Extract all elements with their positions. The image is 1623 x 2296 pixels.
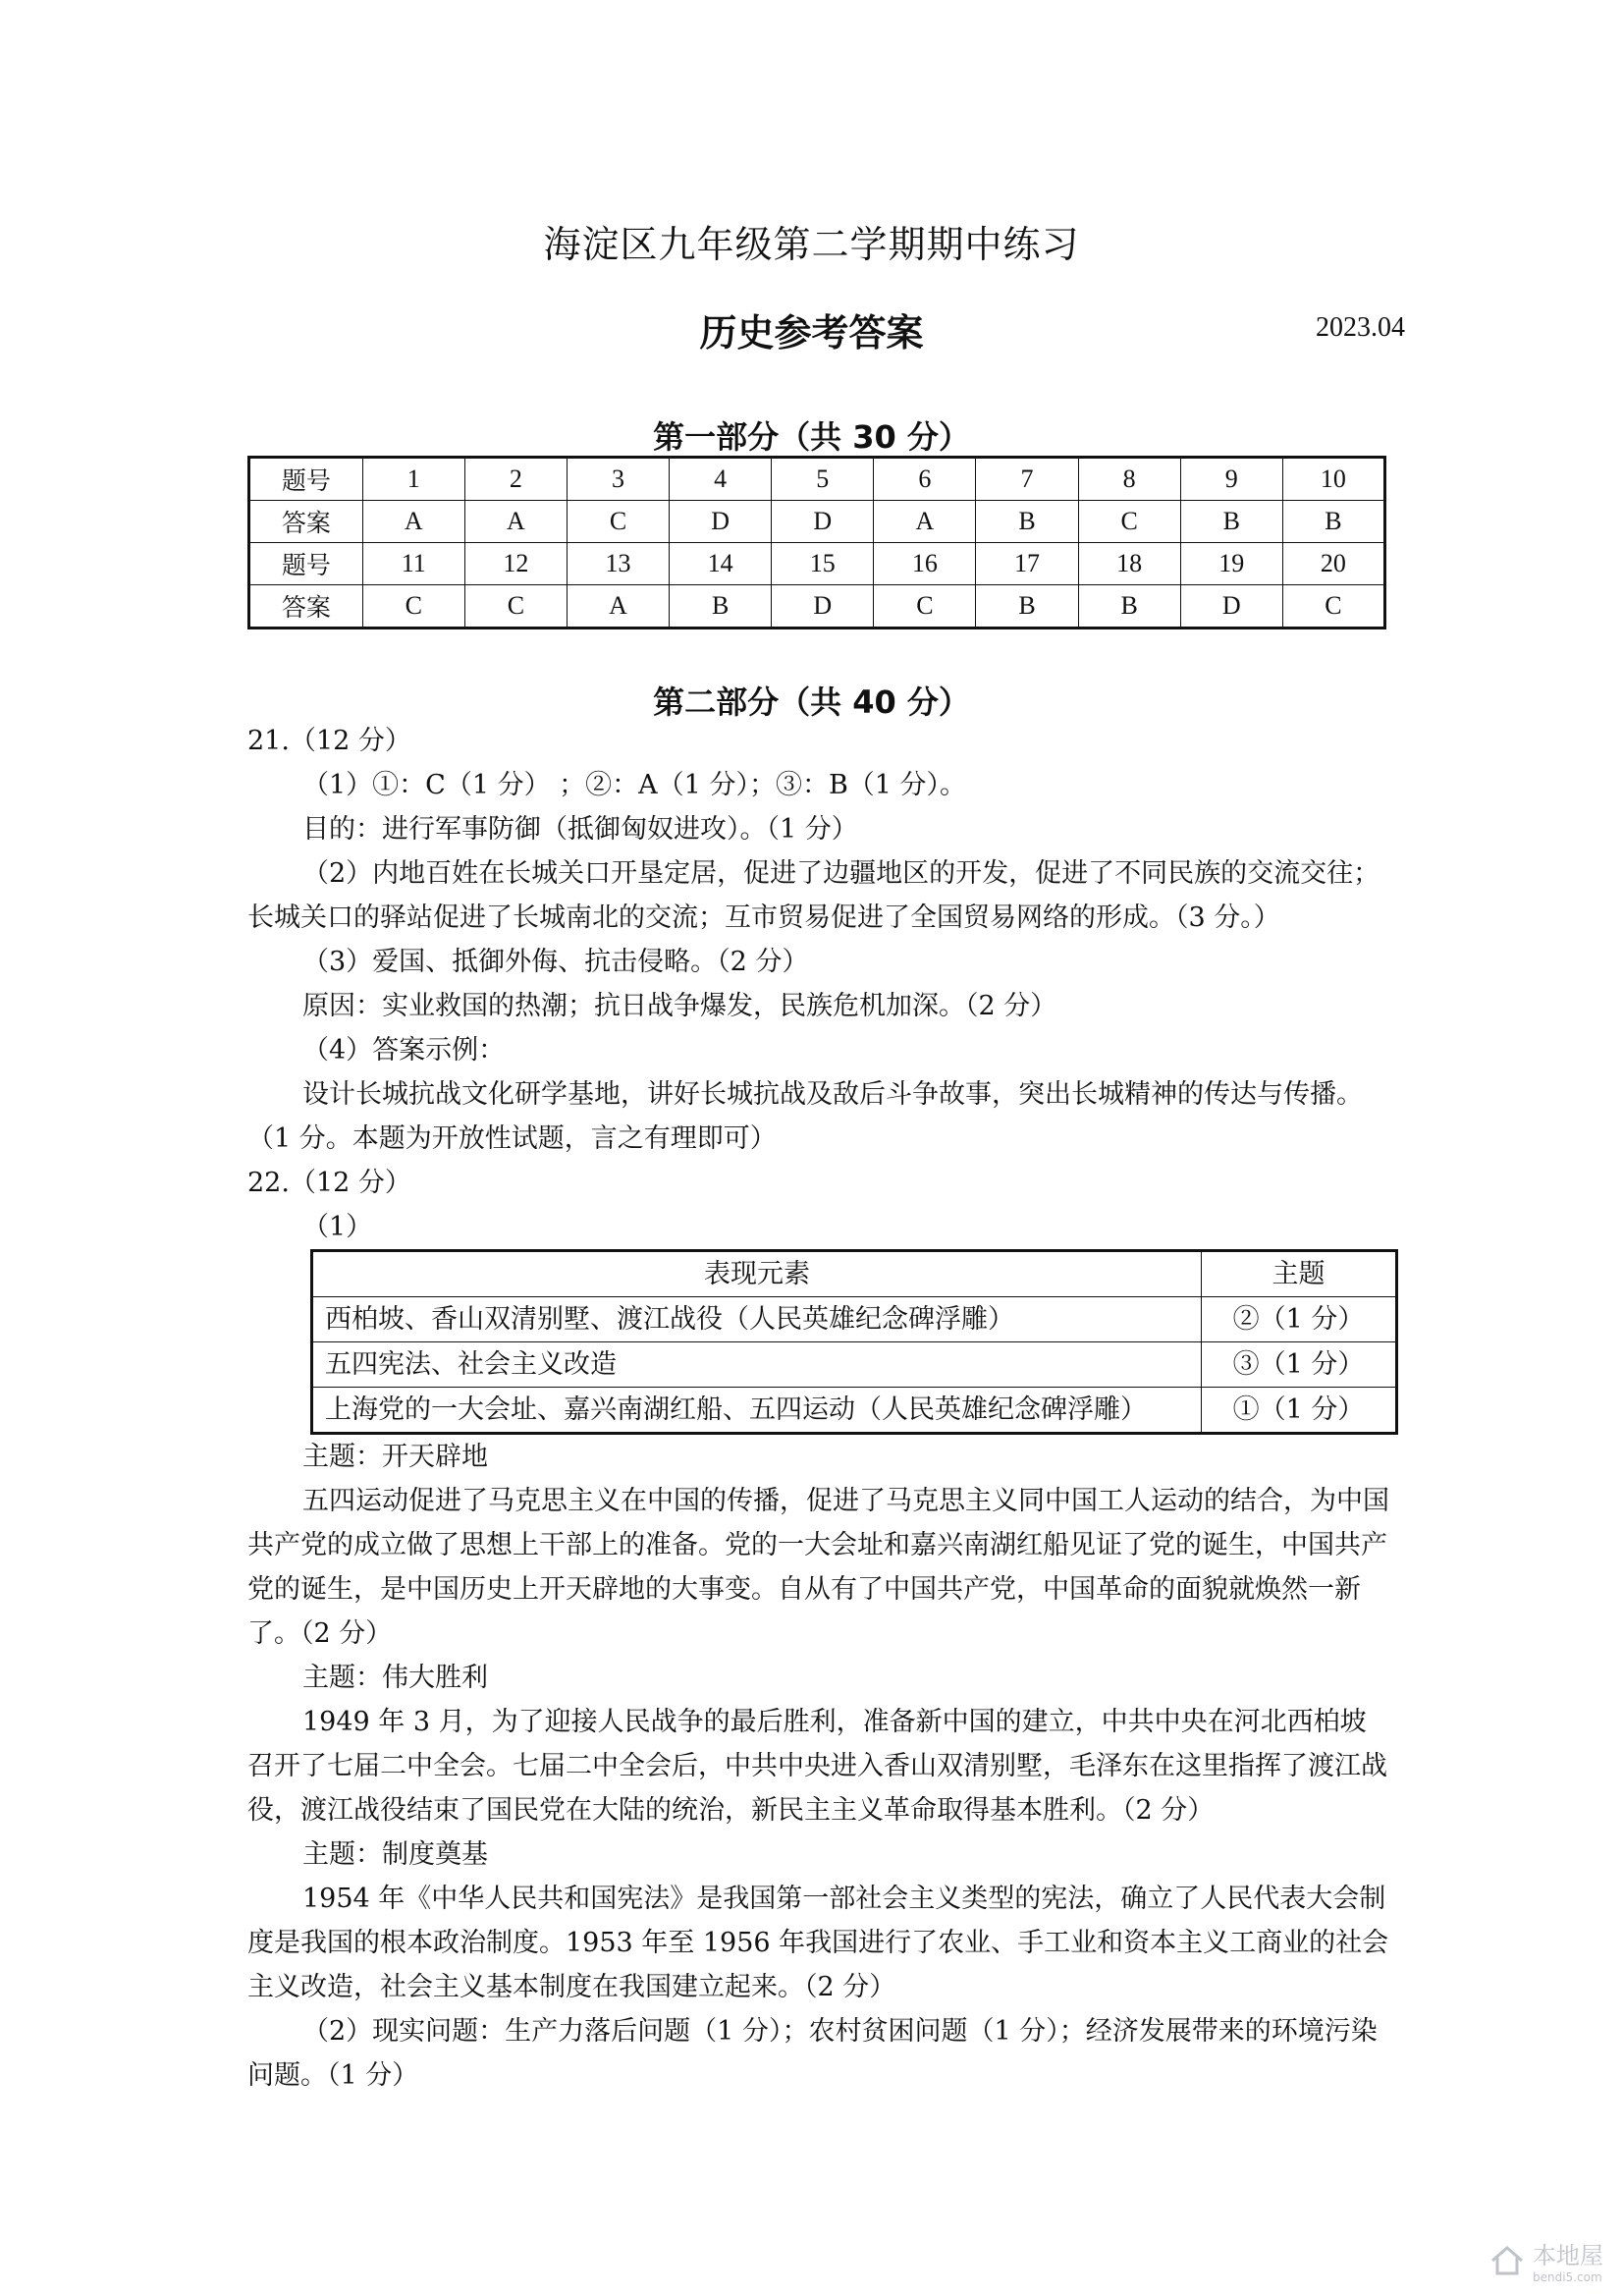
row-label: 答案	[249, 585, 363, 629]
answer-cell: 3	[567, 458, 669, 501]
theme-label: 主题：制度奠基	[302, 1839, 488, 1870]
q21-line: （1）①：C（1 分） ；②：A（1 分）；③：B（1 分）。	[302, 770, 967, 800]
theme-cell: ③（1 分）	[1202, 1342, 1397, 1388]
header-cell: 主题	[1202, 1251, 1397, 1297]
answer-cell: A	[362, 501, 464, 543]
answer-cell: 10	[1282, 458, 1384, 501]
answer-cell: B	[976, 501, 1078, 543]
part1-title: 第一部分（共 30 分）	[653, 418, 970, 456]
answer-cell: A	[874, 501, 976, 543]
answer-table-row	[249, 458, 1385, 501]
answer-cell: D	[1180, 585, 1282, 629]
answer-cell: 17	[976, 543, 1078, 585]
theme-table	[310, 1249, 1398, 1435]
q21-paragraph: （2）内地百姓在长城关口开垦定居，促进了边疆地区的开发，促进了不同民族的交流交往；长城关口的驿站促进了长城南北的交流；互市贸易促进了全国贸易网络的形成。（3 分。）	[247, 858, 1380, 933]
answer-cell: D	[670, 501, 772, 543]
theme-label: 主题：伟大胜利	[302, 1663, 488, 1693]
answer-cell: 20	[1282, 543, 1384, 585]
theme-table-row	[312, 1342, 1397, 1388]
exam-date: 2023.04	[1316, 312, 1405, 343]
answer-cell: C	[567, 501, 669, 543]
answer-cell: B	[976, 585, 1078, 629]
answer-cell: A	[567, 585, 669, 629]
page-subtitle: 历史参考答案	[699, 311, 924, 355]
q21-line: 目的：进行军事防御（抵御匈奴进攻）。（1 分）	[302, 814, 858, 845]
answer-cell: B	[670, 585, 772, 629]
answer-cell: 18	[1078, 543, 1180, 585]
answer-table	[247, 456, 1386, 629]
answer-cell: 2	[464, 458, 567, 501]
q21-line: 原因：实业救国的热潮；抗日战争爆发，民族危机加深。（2 分）	[302, 991, 1057, 1021]
header-cell: 表现元素	[312, 1251, 1202, 1297]
theme-cell: ①（1 分）	[1202, 1388, 1397, 1434]
row-label: 题号	[249, 458, 363, 501]
answer-cell: 8	[1078, 458, 1180, 501]
house-icon	[1489, 2244, 1525, 2277]
row-label: 答案	[249, 501, 363, 543]
part2-title: 第二部分（共 40 分）	[653, 683, 970, 721]
q21-line: （3）爱国、抵御外侮、抗击侵略。（2 分）	[302, 947, 809, 977]
answer-cell: C	[1282, 585, 1384, 629]
part2-content	[247, 719, 1392, 2098]
answer-table-row	[249, 501, 1385, 543]
q22-paragraph: （2）现实问题：生产力落后问题（1 分）；农村贫困问题（1 分）；经济发展带来的环境污染问题。（1 分）	[247, 2016, 1378, 2091]
answer-cell: C	[464, 585, 567, 629]
answer-cell: 7	[976, 458, 1078, 501]
theme-table-row	[312, 1297, 1397, 1342]
answer-cell: B	[1282, 501, 1384, 543]
theme-paragraph: 五四运动促进了马克思主义在中国的传播，促进了马克思主义同中国工人运动的结合，为中国共产党的成立做了思想上干部上的准备。党的一大会址和嘉兴南湖红船见证了党的诞生，中国共产党的诞生，是中国历史上开天辟地的大事变。自从有了中国共产党，中国革命的面貌就焕然一新了。（2 分）	[247, 1486, 1389, 1649]
row-label: 题号	[249, 543, 363, 585]
answer-cell: 13	[567, 543, 669, 585]
q21-paragraph: 设计长城抗战文化研学基地，讲好长城抗战及敌后斗争故事，突出长城精神的传达与传播。（1 分。本题为开放性试题，言之有理即可）	[247, 1079, 1363, 1154]
answer-cell: 11	[362, 543, 464, 585]
answer-cell: C	[362, 585, 464, 629]
theme-table-header	[312, 1251, 1397, 1297]
answer-cell: 14	[670, 543, 772, 585]
theme-table-row	[312, 1388, 1397, 1434]
answer-cell: D	[772, 585, 874, 629]
answer-cell: 19	[1180, 543, 1282, 585]
answer-cell: 4	[670, 458, 772, 501]
element-cell: 五四宪法、社会主义改造	[312, 1342, 1202, 1388]
answer-cell: 15	[772, 543, 874, 585]
answer-cell: B	[1078, 585, 1180, 629]
answer-cell: B	[1180, 501, 1282, 543]
q22-heading: 22.（12 分）	[247, 1168, 411, 1198]
answer-cell: 9	[1180, 458, 1282, 501]
element-cell: 西柏坡、香山双清别墅、渡江战役（人民英雄纪念碑浮雕）	[312, 1297, 1202, 1342]
answer-cell: C	[874, 585, 976, 629]
theme-paragraph: 1954 年《中华人民共和国宪法》是我国第一部社会主义类型的宪法，确立了人民代表大会制度是我国的根本政治制度。1953 年至 1956 年我国进行了农业、手工业和资本主义工商业的社会主义改造，社会主义基本制度在我国建立起来。（2 分）	[247, 1884, 1389, 2002]
answer-cell: 12	[464, 543, 567, 585]
q21-line: （4）答案示例：	[302, 1035, 506, 1066]
answer-cell: 6	[874, 458, 976, 501]
answer-table-row	[249, 585, 1385, 629]
answer-cell: 1	[362, 458, 464, 501]
answer-cell: A	[464, 501, 567, 543]
q21-heading: 21.（12 分）	[247, 726, 411, 756]
watermark-text: 本地屋	[1533, 2242, 1603, 2269]
answer-cell: D	[772, 501, 874, 543]
watermark-sub: bendi5.com	[1533, 2270, 1602, 2284]
element-cell: 上海党的一大会址、嘉兴南湖红船、五四运动（人民英雄纪念碑浮雕）	[312, 1388, 1202, 1434]
q22-sub: （1）	[302, 1212, 373, 1242]
page-title: 海淀区九年级第二学期期中练习	[543, 223, 1080, 266]
answer-cell: C	[1078, 501, 1180, 543]
watermark	[1489, 2236, 1603, 2284]
answer-cell: 5	[772, 458, 874, 501]
answer-table-row	[249, 543, 1385, 585]
theme-paragraph: 1949 年 3 月，为了迎接人民战争的最后胜利，准备新中国的建立，中共中央在河北西柏坡召开了七届二中全会。七届二中全会后，中共中央进入香山双清别墅，毛泽东在这里指挥了渡江战役，渡江战役结束了国民党在大陆的统治，新民主主义革命取得基本胜利。（2 分）	[247, 1707, 1387, 1826]
theme-label: 主题：开天辟地	[302, 1442, 488, 1472]
answer-cell: 16	[874, 543, 976, 585]
theme-cell: ②（1 分）	[1202, 1297, 1397, 1342]
